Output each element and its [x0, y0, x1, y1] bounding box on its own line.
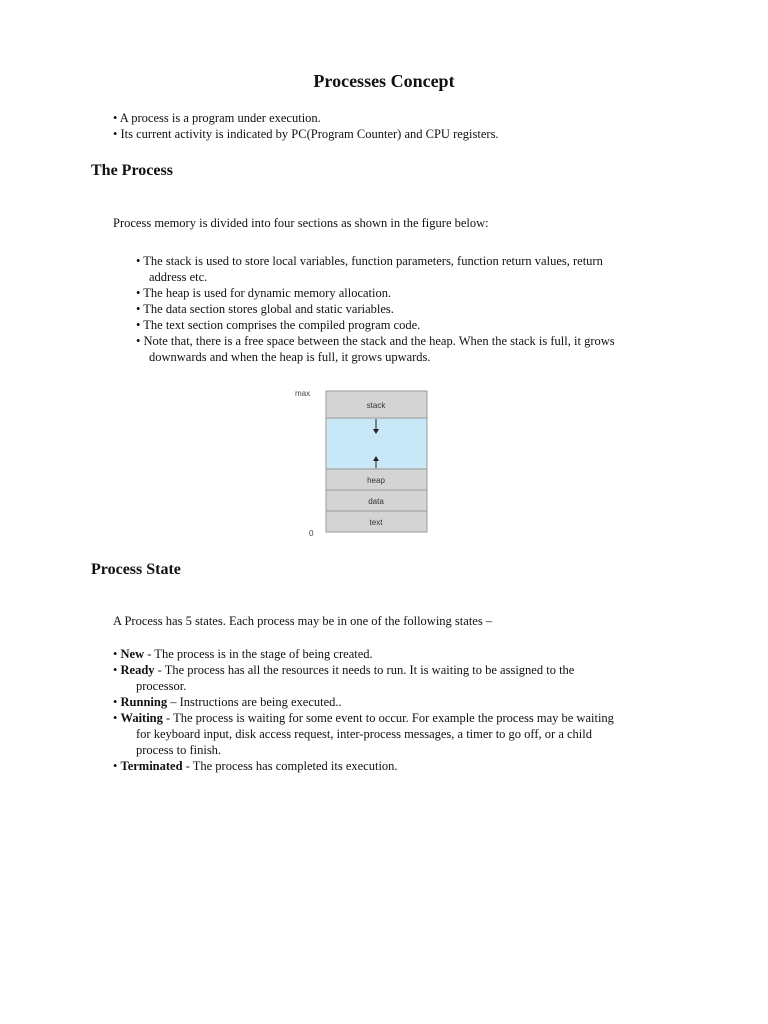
section-heading-process-state: Process State: [91, 561, 181, 578]
state-name: Running: [120, 695, 168, 709]
list-item: • New - The process is in the stage of being created.: [113, 647, 373, 661]
list-item: • Terminated - The process has completed its execution.: [113, 759, 398, 773]
list-item: • The stack is used to store local variables, function parameters, function return values, return address etc.: [136, 254, 603, 284]
list-item: • Ready - The process has all the resources it needs to run. It is waiting to be assigned to the processor.: [113, 663, 575, 693]
list-item: • Note that, there is a free space between the stack and the heap. When the stack is full, it grows downwards and when the heap is full, it grows upwards.: [136, 334, 615, 364]
section-paragraph: Process memory is divided into four sections as shown in the figure below:: [113, 216, 489, 230]
state-list: [113, 646, 698, 774]
state-name: Terminated: [120, 759, 183, 773]
list-item: • Running – Instructions are being executed..: [113, 695, 342, 709]
max-label: max: [295, 389, 311, 398]
data-label: data: [368, 497, 384, 506]
state-name: New: [120, 647, 145, 661]
list-item: • The data section stores global and static variables.: [136, 302, 394, 316]
page-title: Processes Concept: [313, 71, 455, 91]
text-label: text: [369, 518, 383, 527]
heap-label: heap: [367, 476, 385, 485]
stack-label: stack: [366, 401, 386, 410]
process-memory-diagram: [290, 385, 435, 540]
state-name: Waiting: [120, 711, 163, 725]
state-name: Ready: [120, 663, 155, 677]
intro-item: • A process is a program under execution.: [113, 111, 321, 125]
intro-item: • Its current activity is indicated by PC(Program Counter) and CPU registers.: [113, 127, 499, 141]
memory-bullet-list: [136, 253, 696, 365]
list-item: • The text section comprises the compiled program code.: [136, 318, 421, 332]
list-item: • The heap is used for dynamic memory allocation.: [136, 286, 392, 300]
intro-list: [113, 110, 499, 142]
zero-label: 0: [309, 529, 314, 538]
section-paragraph: A Process has 5 states. Each process may be in one of the following states –: [113, 614, 493, 628]
list-item: • Waiting - The process is waiting for some event to occur. For example the process may be waiting for keyboard input, disk access request, inter-process messages, a timer to go off, or a child process to finish.: [113, 711, 614, 757]
section-heading-the-process: The Process: [91, 162, 173, 179]
